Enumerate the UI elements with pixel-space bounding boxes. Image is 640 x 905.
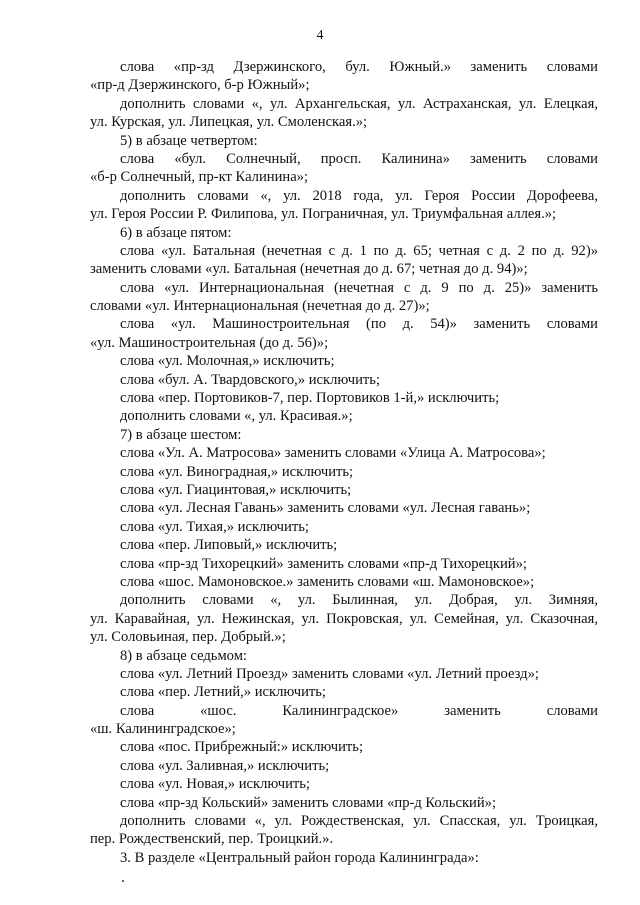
text-line: слова «пр-зд Тихорецкий» заменить словами «пр-д Тихорецкий»; [120, 555, 527, 572]
text-line: слова «ул. Интернациональная (нечетная с д. 9 по д. 25)» заменить [120, 279, 598, 296]
text-line: «пр-д Дзержинского, б-р Южный»; [90, 77, 310, 94]
text-line: дополнить словами «, ул. Рождественская, ул. Спасская, ул. Троицкая, [120, 813, 598, 830]
text-line: слова «ул. Виноградная,» исключить; [120, 463, 354, 480]
text-line: дополнить словами «, ул. 2018 года, ул. Героя России Дорофеева, [120, 187, 598, 204]
text-line: «ш. Калининградское»; [90, 721, 236, 738]
text-line: 7) в абзаце шестом: [120, 426, 242, 443]
text-line: слова «Ул. А. Матросова» заменить словами «Улица А. Матросова»; [120, 445, 546, 462]
text-line: 6) в абзаце пятом: [120, 224, 232, 241]
text-line: ул. Героя России Р. Филипова, ул. Пограничная, ул. Триумфальная аллея.»; [90, 206, 557, 223]
text-line: словами «ул. Интернациональная (нечетная до д. 27)»; [90, 298, 430, 315]
scan-speck [122, 880, 124, 882]
text-line: слова «пер. Портовиков-7, пер. Портовиков 1-й,» исключить; [120, 390, 500, 407]
text-line: заменить словами «ул. Батальная (нечетная до д. 67; четная до д. 94)»; [90, 261, 528, 278]
text-line: «ул. Машиностроительная (до д. 56)»; [90, 334, 329, 351]
text-line: дополнить словами «, ул. Архангельская, ул. Астраханская, ул. Елецкая, [120, 95, 598, 112]
text-line: слова «бул. Солнечный, просп. Калинина» заменить словами [120, 150, 598, 167]
text-line: слова «пос. Прибрежный:» исключить; [120, 739, 364, 756]
text-line: слова «ул. Заливная,» исключить; [120, 757, 330, 774]
text-line: слова «ул. Батальная (нечетная с д. 1 по д. 65; четная с д. 2 по д. 92)» [120, 242, 598, 259]
text-line: слова «ул. Машиностроительная (по д. 54)» заменить словами [120, 316, 598, 333]
text-line: слова «пер. Липовый,» исключить; [120, 537, 338, 554]
text-line: слова «ул. Летний Проезд» заменить словами «ул. Летний проезд»; [120, 665, 539, 682]
text-line: слова «пер. Летний,» исключить; [120, 684, 326, 701]
text-line: дополнить словами «, ул. Былинная, ул. Добрая, ул. Зимняя, [120, 592, 598, 609]
text-line: 5) в абзаце четвертом: [120, 132, 258, 149]
text-line: ул. Соловьиная, пер. Добрый.»; [90, 629, 286, 646]
text-line: слова «ул. Лесная Гавань» заменить словами «ул. Лесная гавань»; [120, 500, 531, 517]
text-line: слова «пр-зд Дзержинского, бул. Южный.» заменить словами [120, 59, 598, 75]
text-line: пер. Рождественский, пер. Троицкий.». [90, 831, 334, 848]
text-line: слова «ул. Новая,» исключить; [120, 776, 310, 793]
text-line: слова «шос. Калининградское» заменить словами [120, 702, 598, 719]
text-line: дополнить словами «, ул. Красивая.»; [120, 408, 353, 425]
text-line: слова «ул. Молочная,» исключить; [120, 353, 335, 370]
text-line: слова «бул. А. Твардовского,» исключить; [120, 371, 380, 388]
text-line: 8) в абзаце седьмом: [120, 647, 247, 664]
text-line: «б-р Солнечный, пр-кт Калинина»; [90, 169, 309, 186]
page-number: 4 [316, 28, 324, 43]
text-line: слова «шос. Мамоновское.» заменить словами «ш. Мамоновское»; [120, 573, 535, 590]
text-line: ул. Каравайная, ул. Нежинская, ул. Покровская, ул. Семейная, ул. Сказочная, [90, 610, 598, 627]
document-body [90, 58, 598, 867]
text-line: слова «ул. Тихая,» исключить; [120, 518, 309, 535]
text-line: 3. В разделе «Центральный район города Калининграда»: [120, 849, 479, 866]
text-line: ул. Курская, ул. Липецкая, ул. Смоленская.»; [90, 114, 368, 131]
text-line: слова «пр-зд Кольский» заменить словами «пр-д Кольский»; [120, 794, 497, 811]
text-line: слова «ул. Гиацинтовая,» исключить; [120, 481, 352, 498]
